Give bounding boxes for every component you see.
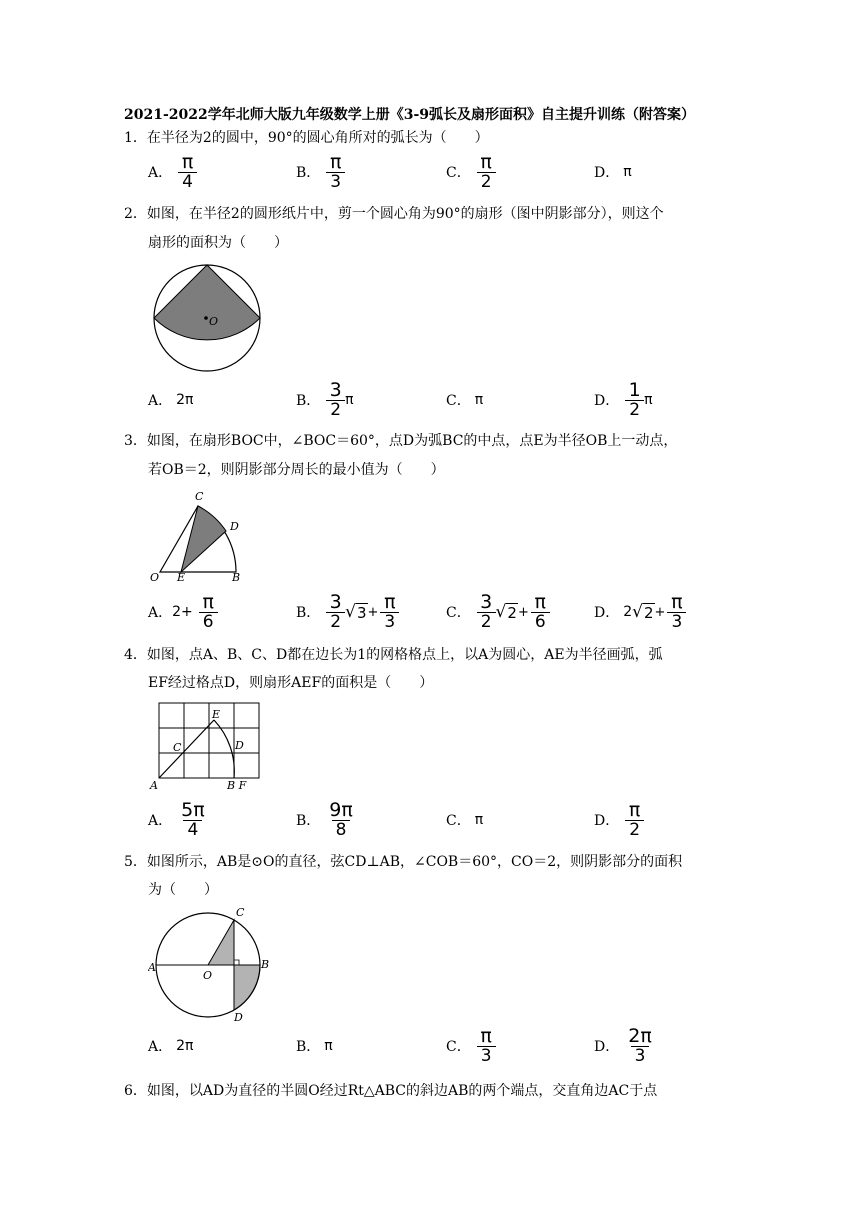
option-label: D． [594, 1039, 620, 1055]
sqrt [632, 602, 654, 622]
q4-stem-line1: 4．如图，点A、B、C、D都在边长为1的网格格点上，以A为圆心，AE为半径画弧，弧 [124, 647, 663, 663]
q1-stem: 1．在半径为2的圆中，90°的圆心角所对的弧长为（ ） [124, 130, 489, 146]
numerator: 9π [329, 799, 353, 821]
option-label: D． [594, 165, 620, 181]
q3-stem-line2: 若OB＝2，则阴影部分周长的最小值为（ ） [148, 462, 445, 478]
fraction [326, 592, 345, 632]
radicand: 2 [507, 603, 517, 622]
q4-figure [148, 698, 264, 794]
denominator: 8 [332, 820, 351, 840]
radicand: 2 [644, 603, 654, 622]
fraction [178, 800, 208, 840]
q5-stem-line2: 为（ ） [148, 882, 218, 898]
denominator: 2 [625, 820, 644, 840]
label-b: B [232, 571, 241, 584]
q3-figure [148, 486, 248, 586]
denominator: 3 [380, 612, 399, 632]
fraction [625, 380, 644, 420]
label-e: E [177, 571, 186, 584]
option-label: D． [594, 393, 620, 409]
q5-option-a [148, 1036, 193, 1056]
q5-option-b [296, 1036, 333, 1056]
label-d: D [234, 1011, 243, 1023]
option-label: D． [594, 813, 620, 829]
fraction [477, 1026, 496, 1066]
shaded-sector [154, 265, 260, 340]
q5-option-c [446, 1026, 496, 1066]
plus-sign: + [367, 604, 379, 620]
option-label: A． [148, 393, 173, 409]
q1-option-d [594, 162, 632, 182]
denominator: 3 [477, 1046, 496, 1066]
shaded-sector [234, 965, 260, 1010]
q2-stem-line1: 2．如图，在半径2的圆形纸片中，剪一个圆心角为90°的扇形（图中阴影部分），则这个 [124, 206, 664, 222]
sqrt-icon: √ [345, 602, 356, 622]
option-value: π [324, 1038, 333, 1054]
suffix: π [644, 392, 653, 408]
radius-ae [159, 720, 214, 778]
fraction [531, 592, 550, 632]
q4-option-c [446, 810, 483, 830]
label-d: D [235, 739, 244, 752]
prefix: 2+ [172, 604, 193, 620]
fraction [178, 152, 197, 192]
shaded-region [181, 506, 226, 572]
numerator: π [480, 1025, 492, 1047]
denominator: 4 [183, 820, 202, 840]
q4-stem-line2: EF经过格点D，则扇形AEF的面积是（ ） [148, 675, 434, 691]
fraction [625, 800, 644, 840]
q2-option-c [446, 390, 483, 410]
q2-option-d [594, 380, 653, 420]
option-label: B． [296, 1039, 321, 1055]
option-label: A． [148, 165, 173, 181]
q3-option-b [296, 592, 399, 632]
fraction [326, 152, 345, 192]
option-label: A． [148, 1039, 173, 1055]
option-label: D． [594, 605, 620, 621]
label-d: D [230, 520, 239, 533]
suffix: π [345, 392, 354, 408]
q3-option-a [148, 592, 218, 632]
numerator: 5π [181, 799, 205, 821]
denominator: 2 [625, 400, 644, 420]
numerator: π [384, 591, 396, 613]
q5-figure [148, 905, 274, 1023]
center-point [204, 316, 208, 320]
numerator: π [480, 151, 492, 173]
option-label: B． [296, 605, 321, 621]
numerator: 3 [480, 591, 493, 613]
numerator: 3 [329, 591, 342, 613]
option-value: π [474, 392, 484, 408]
q2-option-b [296, 380, 354, 420]
option-label: B． [296, 165, 321, 181]
denominator: 3 [326, 172, 345, 192]
q4-option-a [148, 800, 208, 840]
q3-option-c [446, 592, 550, 632]
option-label: C． [446, 1039, 471, 1055]
fraction [380, 592, 399, 632]
numerator: π [329, 151, 342, 173]
numerator: π [181, 151, 194, 173]
option-label: B． [296, 813, 321, 829]
q1-option-c [446, 152, 496, 192]
option-value: π [623, 164, 632, 180]
sqrt [345, 602, 367, 622]
label-c: C [195, 490, 204, 503]
right-angle-icon [234, 960, 239, 965]
denominator: 3 [631, 1046, 650, 1066]
option-label: A． [148, 813, 173, 829]
denominator: 6 [531, 612, 550, 632]
sqrt-icon: √ [632, 602, 643, 622]
denominator: 3 [667, 612, 686, 632]
fraction [326, 380, 345, 420]
radicand: 3 [356, 603, 367, 622]
q5-stem-line1: 5．如图所示，AB是⊙O的直径，弦CD⊥AB，∠COB＝60°，CO＝2，则阴影部分的面积 [124, 854, 683, 870]
plus-sign: + [517, 604, 529, 620]
option-label: C． [446, 393, 471, 409]
q5-option-d [594, 1026, 655, 1066]
numerator: π [202, 591, 214, 613]
option-label: C． [446, 813, 471, 829]
option-label: A． [148, 605, 173, 621]
fraction [667, 592, 686, 632]
denominator: 2 [477, 612, 496, 632]
label-o: O [150, 571, 160, 584]
label-o: O [203, 969, 213, 982]
label-c: C [173, 741, 182, 754]
q3-option-d [594, 592, 686, 632]
q4-option-d [594, 800, 644, 840]
numerator: π [534, 591, 546, 613]
numerator: 3 [329, 379, 342, 401]
denominator: 2 [477, 172, 496, 192]
numerator: 2π [628, 1025, 652, 1047]
sqrt [496, 602, 518, 622]
shaded-triangle [208, 920, 234, 965]
option-value: 2π [176, 1038, 194, 1054]
fraction [625, 1026, 655, 1066]
option-value: 2π [176, 392, 194, 408]
fraction [477, 592, 496, 632]
label-e: E [212, 708, 221, 721]
q3-stem-line1: 3．如图，在扇形BOC中，∠BOC＝60°，点D为弧BC的中点，点E为半径OB上一动点， [124, 433, 678, 449]
q1-option-a [148, 152, 197, 192]
coefficient: 2 [623, 604, 633, 620]
numerator: π [628, 799, 641, 821]
q6-stem-line1: 6．如图，以AD为直径的半圆O经过Rt△ABC的斜边AB的两个端点，交直角边AC于点 [124, 1083, 658, 1099]
denominator: 4 [178, 172, 197, 192]
label-b: B [261, 958, 270, 971]
option-value: π [474, 812, 484, 828]
option-label: C． [446, 605, 471, 621]
plus-sign: + [654, 604, 666, 620]
fraction [477, 152, 496, 192]
numerator: π [671, 591, 683, 613]
label-a: A [148, 961, 156, 974]
label-c: C [236, 906, 245, 919]
q2-figure [150, 262, 266, 372]
sqrt-icon: √ [495, 602, 507, 622]
option-label: C． [446, 165, 471, 181]
q1-option-b [296, 152, 345, 192]
q2-stem-line2: 扇形的面积为（ ） [148, 235, 288, 251]
q2-option-a [148, 390, 193, 410]
arc-ef [214, 720, 234, 778]
label-o: O [209, 315, 219, 328]
denominator: 2 [326, 612, 345, 632]
page-title: 2021-2022学年北师大版九年级数学上册《3-9弧长及扇形面积》自主提升训练（附答案） [124, 107, 696, 123]
label-a: A [150, 779, 158, 792]
label-bf: B F [227, 779, 247, 792]
option-label: B． [296, 393, 321, 409]
denominator: 6 [199, 612, 218, 632]
q4-option-b [296, 800, 356, 840]
fraction [199, 592, 218, 632]
numerator: 1 [628, 379, 641, 401]
fraction [326, 800, 356, 840]
denominator: 2 [326, 400, 345, 420]
